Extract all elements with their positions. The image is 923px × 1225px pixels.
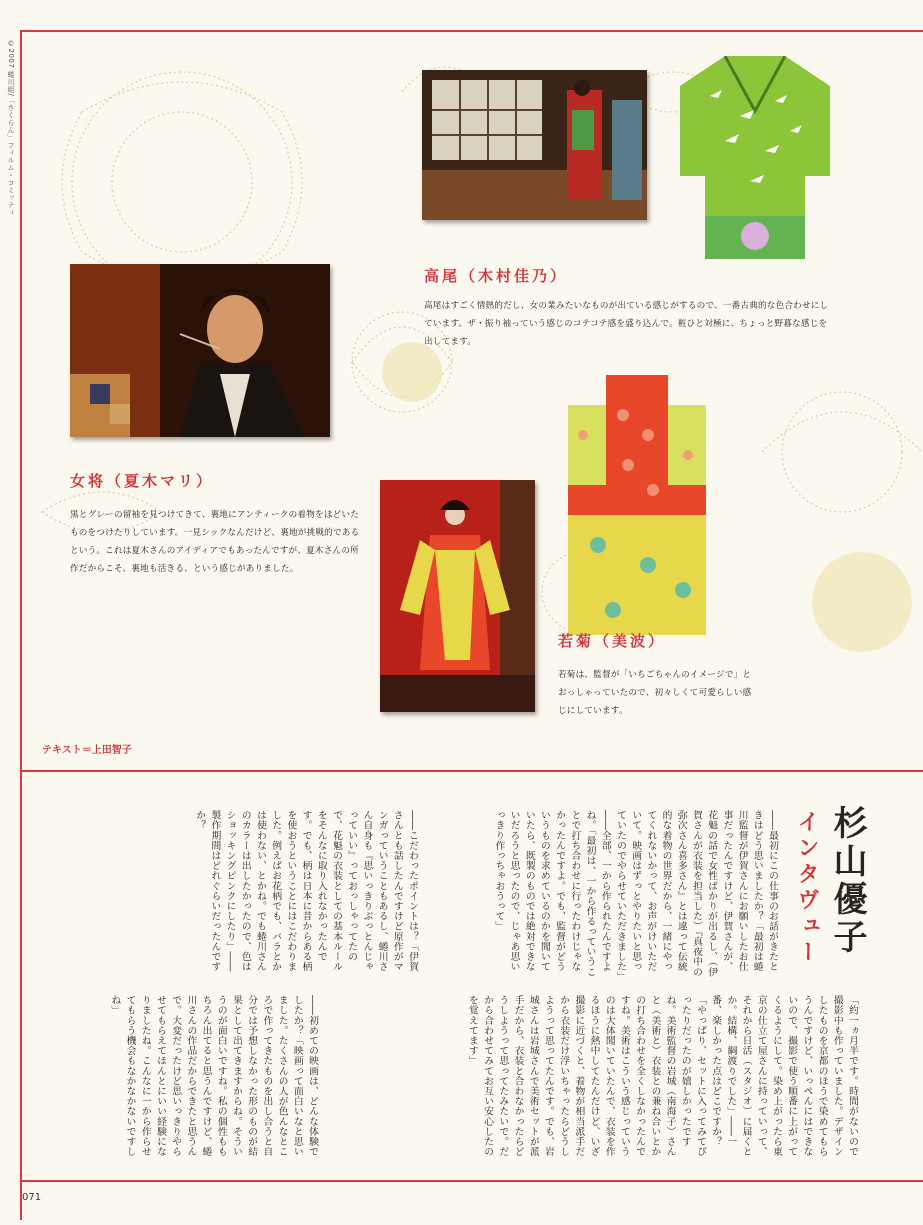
photo-wakagiku-scene xyxy=(380,480,535,712)
takao-scene-image xyxy=(422,70,647,220)
interview-heading xyxy=(792,805,872,985)
copyright-credit: ©2007 蜷川組/「さくらん」フィルム・コミッティ xyxy=(7,40,15,217)
interview-column-3: 「約一ヵ月半です。時間がないので撮影中も作っていました。デザインしたものを京都のほうで染めてもらうんですけど、いっぺんにはできないので、撮影で使う順番に上がってくるようにして。染め上がったら東京の仕立て屋さんに持っていって、それから日活（スタジオ）に届くとか。結構、綱渡りでした」――一番、楽しかった点はどこですか？「やっぱり、セットに入ってみてぴったりだったのが嬉しかったですね。美術監督の岩城（南海子）さんと（美術と）衣装との兼ね合いとかの打ち合わせを全くしなかったんですね。美術はこういう感じっていうのは大体聞いていたんで、衣装を作るほうに熱中してたんだけど、いざ撮影に近づくと、着物が相当派手だから衣装だけ浮いちゃったらどうしようって思ってたんです。でも、岩城さんは岩城さんで美術セットが派手だから、衣装と合わなかったらどうしようって思ってたみたいで。だから合わせてみてお互い安心したのを覚えてます」 xyxy=(466,995,858,1157)
interview-column-2: ――こだわったポイントは？「伊賀さんとも話したんですけど原作がマンガっていうこともあるし、蜷川さん自身も『思いっきりぶっとんじゃっていい』っておっしゃってたので、花魁の衣装としての基本ルールをそんなに取り入れなかったんです。でも、柄は日本に昔からある柄を使おうということにはこだわりました。例えばお花柄でも、バラとかは使わない、とかね。でも蜷川さんのカラーは出したかったので、色はショッキングピンクにしたり」――製作期間はどれぐらいだったんですか？ xyxy=(194,810,418,972)
frame-top-border xyxy=(20,30,923,32)
photo-takao-scene xyxy=(422,70,647,220)
character-title-okami: 女将（夏木マリ） xyxy=(70,472,215,490)
character-title-wakagiku: 若菊（美波） xyxy=(558,632,667,650)
photo-takao-kimono xyxy=(680,56,830,259)
frame-left-border xyxy=(20,30,22,1220)
interview-subtitle: インタヴュー xyxy=(794,810,820,966)
text-credit: テキスト＝上田智子 xyxy=(42,745,132,756)
okami-portrait-image xyxy=(70,264,330,437)
red-yellow-kimono-image xyxy=(568,375,706,637)
character-desc-takao: 高尾はすごく情熱的だし、女の業みたいなものが出ている感じがするので、一番古典的な色合わせにしています。ザ・振り袖っていう感じのコテコテ感を盛り込んで。粧ひと対極に、ちょっと野暮な感じを出してます。 xyxy=(424,301,829,347)
character-desc-okami: 黒とグレーの留袖を見つけてきて、裏地にアンティークの着物をほどいたものをつけたりしています。一見シックなんだけど、裏地が挑戦的であるという。これは夏木さんのアイディアでもあったんですが、夏木さんの所作だからこそ、裏地も活きる、という感じがありました。 xyxy=(70,510,360,574)
page-number: 071 xyxy=(22,1192,42,1203)
section-divider xyxy=(20,770,923,772)
interviewee-name: 杉山優子 xyxy=(827,805,867,957)
interview-column-4: ――初めての映画は、どんな体験でしたか？「映画って面白いなと思いました。たくさんの人が色んなところで作ってきたものを出し合うと自分では予想しなかった形のものが結果として出てきますからね。そういうのが面白いですね。私の個性ももちろん出てると思うんですけど、蜷川さんの作品だからできたと思うんで。大変だったけど思いっきりやらせてもらえてほんとにいい経験になりましたね。こんなに一から作らせてもらう機会もなかなかないですしね」 xyxy=(109,995,318,1157)
character-desc-wakagiku: 若菊は、監督が「いちごちゃんのイメージで」とおっしゃっていたので、初々しくて可愛らしい感じにしています。 xyxy=(558,670,752,716)
green-crane-kimono-image xyxy=(680,56,830,259)
photo-okami xyxy=(70,264,330,437)
interview-column-1: ――最初にこの仕事のお話がきたときはどう思いましたか？「最初は蜷川監督が伊賀さんにお願いしたお仕事だったんですけど、伊賀さんが、花魁の話で女性ばかりが出るし、（伊賀さんが衣装を担当した）『真夜中の弥次さん喜多さん』とは違って伝統的な着物の世界だから、一緒にやってくれないかって、お声がけいただいて。映画はずっとやりたいと思っていたのでやらせていただきました」――全部、一から作られたんですよね。「最初は、一から作るっていうことで打ち合わせに行ったわけじゃなかったんですよ。でも、監督がどういうものを求めているのかを聞いていたら、既製のものでは絶対できないだろうと思ったので、じゃあ思いっきり作っちゃおうって」 xyxy=(493,810,778,977)
character-title-takao: 高尾（木村佳乃） xyxy=(424,267,569,285)
photo-wakagiku-kimono xyxy=(568,375,706,637)
frame-bottom-border xyxy=(20,1180,923,1182)
wakagiku-scene-image xyxy=(380,480,535,712)
